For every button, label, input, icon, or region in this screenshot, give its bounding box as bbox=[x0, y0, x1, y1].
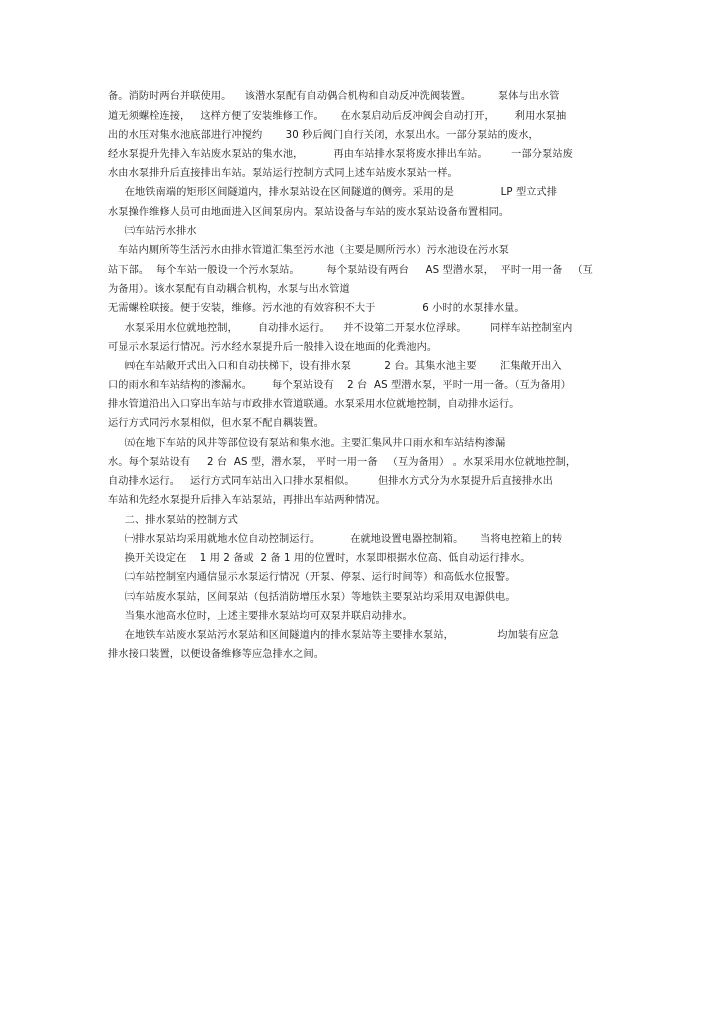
text-line: ㈡车站控制室内通信显示水泵运行情况（开泵、停泵、运行时间等）和高低水位报警。 bbox=[108, 572, 516, 583]
text-line: 换开关设定在 1 用 2 备或 2 备 1 用的位置时，水泵即根据水位高、低自动运行排水。 bbox=[108, 553, 531, 564]
text-line: 排水管道沿出入口穿出车站与市政排水管道联通。水泵采用水位就地控制，自动排水运行。 bbox=[108, 399, 520, 410]
text-line: 口的雨水和车站结构的渗漏水。 每个泵站设有 2 台 AS 型潜水泵，平时一用一备。（互为备用） bbox=[108, 380, 572, 391]
text-line: 站下部。 每个车站一般设一个污水泵站。 每个泵站设有两台 AS 型潜水泵， 平时一用一备 （互 bbox=[108, 265, 593, 276]
text-line: 车站和先经水泵提升后排入车站泵站，再排出车站两种情况。 bbox=[108, 495, 386, 506]
text-line: 水。每个泵站设有 2 台 AS 型，潜水泵， 平时一用一备 （互为备用） 。水泵采用水位就地控制， bbox=[108, 457, 577, 468]
text-line: 经水泵提升先排入车站废水泵站的集水池， 再由车站排水泵将废水排出车站。 一部分泵站废 bbox=[108, 149, 573, 160]
text-line: 备。消防时两台并联使用。 该潜水泵配有自动偶合机构和自动反冲洗阀装置。 泵体与出水管 bbox=[108, 91, 560, 102]
text-line: 在地铁车站废水泵站污水泵站和区间隧道内的排水泵站等主要排水泵站， 均加装有应急 bbox=[108, 630, 560, 641]
text-line: 无需螺栓联接。便于安装，维修。污水池的有效容积不大于 6 小时的水泵排水量。 bbox=[108, 303, 525, 314]
text-line: 车站内厕所等生活污水由排水管道汇集至污水池（主要是厕所污水）污水池设在污水泵 bbox=[108, 245, 509, 256]
text-line: 水泵采用水位就地控制， 自动排水运行。 并不设第二开泵水位浮球。 同样车站控制室内 bbox=[108, 323, 573, 334]
text-line: 排水接口装置，以便设备维修等应急排水之间。 bbox=[108, 649, 325, 660]
text-line: 可显示水泵运行情况。污水经水泵提升后一般排入设在地面的化粪池内。 bbox=[108, 342, 438, 353]
text-line: 水由水泵排升后直接排出车站。泵站运行控制方式同上述车站废水泵站一样。 bbox=[108, 168, 458, 179]
text-line: ㈤在地下车站的风井等部位设有泵站和集水池。主要汇集风井口雨水和车站结构渗漏 bbox=[108, 438, 506, 449]
text-line: 当集水池高水位时，上述主要排水泵站均可双泵并联启动排水。 bbox=[108, 611, 413, 622]
text-line: 水泵操作维修人员可由地面进入区间泵房内。泵站设备与车站的废水泵站设备布置相同。 bbox=[108, 207, 510, 218]
text-line: 运行方式同污水泵相似，但水泵不配自耦装置。 bbox=[108, 418, 325, 429]
text-line: 出的水压对集水池底部进行冲搅约 30 秒后阀门自行关闭，水泵出水。一部分泵站的废水， bbox=[108, 130, 539, 141]
text-line: 自动排水运行。 运行方式同车站出入口排水泵相似。 但排水方式分为水泵提升后直接排水出 bbox=[108, 476, 553, 487]
text-line: ㈣在车站敞开式出入口和自动扶梯下，设有排水泵 2 台。其集水池主要 汇集敞开出入 bbox=[108, 361, 562, 372]
text-line: 为备用）。该水泵配有自动耦合机构，水泵与出水管道 bbox=[108, 284, 350, 295]
text-line: 道无须螺栓连接， 这样方便了安装维修工作。 在水泵启动后反冲阀会自动打开， 利用水泵抽 bbox=[108, 111, 567, 122]
section-heading: ㈢车站污水排水 bbox=[108, 226, 197, 237]
text-line: 在地铁南端的矩形区间隧道内，排水泵站设在区间隧道的侧旁。采用的是 LP 型立式排 bbox=[108, 187, 558, 198]
text-line: ㈠排水泵站均采用就地水位自动控制运行。 在就地设置电器控制箱。 当将电控箱上的转 bbox=[108, 534, 563, 545]
text-line: ㈢车站废水泵站，区间泵站（包括消防增压水泵）等地铁主要泵站均采用双电源供电。 bbox=[108, 592, 516, 603]
section-heading: 二、排水泵站的控制方式 bbox=[108, 515, 238, 526]
